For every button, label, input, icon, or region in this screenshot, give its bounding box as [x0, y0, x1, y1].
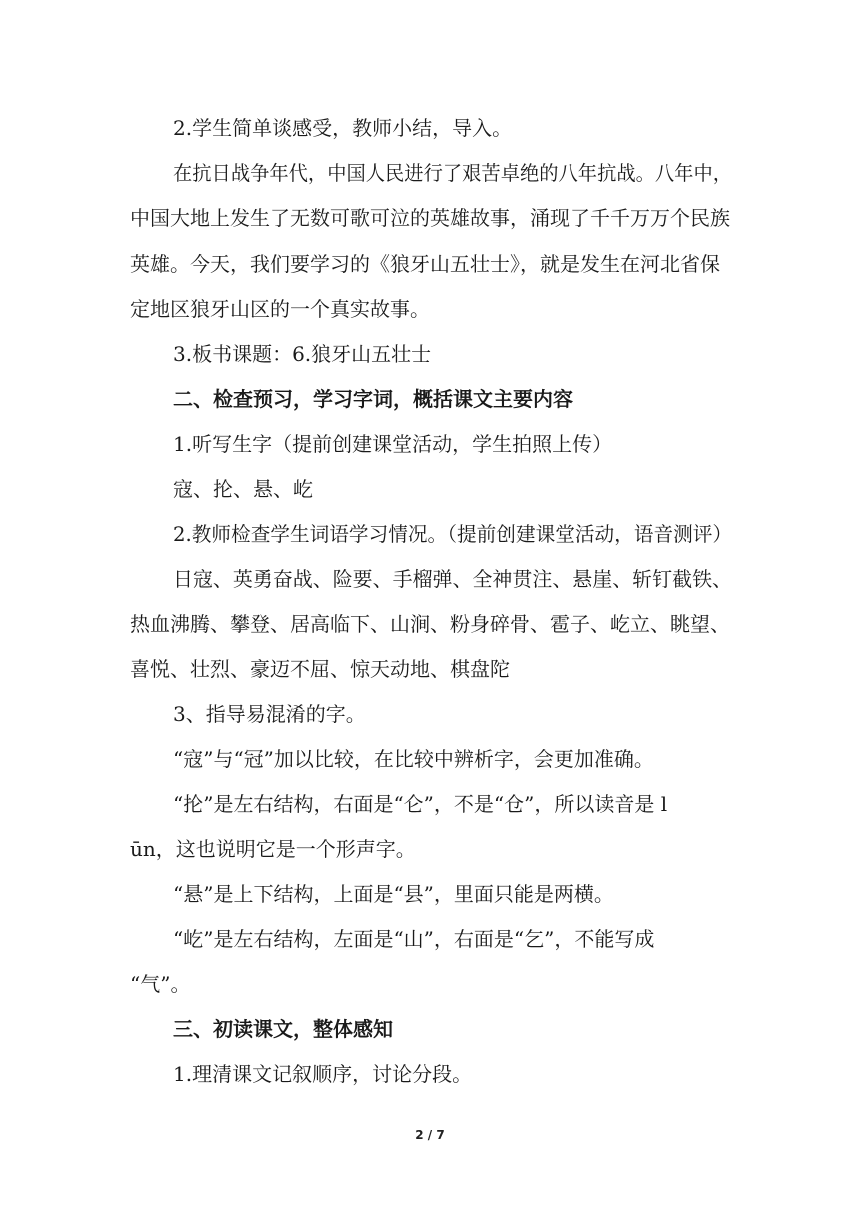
paragraph-line: 中国大地上发生了无数可歌可泣的英雄故事，涌现了千千万万个民族: [130, 206, 730, 230]
section-heading: 二、检查预习，学习字词，概括课文主要内容: [173, 387, 573, 411]
paragraph-line: 日寇、英勇奋战、险要、手榴弹、全神贯注、悬崖、斩钉截铁、: [173, 567, 732, 591]
paragraph-line: “寇”与“冠”加以比较，在比较中辨析字，会更加准确。: [173, 747, 654, 771]
paragraph-line: 寇、抡、悬、屹: [173, 477, 313, 501]
paragraph-line: 英雄。今天，我们要学习的《狼牙山五壮士》，就是发生在河北省保: [130, 252, 720, 276]
paragraph-line: “悬”是上下结构，上面是“县”，里面只能是两横。: [173, 882, 614, 906]
paragraph-line: 2.教师检查学生词语学习情况。（提前创建课堂活动，语音测评）: [173, 522, 733, 546]
paragraph-line: 在抗日战争年代，中国人民进行了艰苦卓绝的八年抗战。八年中，: [173, 161, 733, 185]
paragraph-line: 3、指导易混淆的字。: [173, 702, 366, 726]
paragraph-line: 定地区狼牙山区的一个真实故事。: [130, 297, 430, 321]
paragraph-line: 3.板书课题：6.狼牙山五壮士: [173, 342, 432, 366]
paragraph-line: 1.理清课文记叙顺序，讨论分段。: [173, 1062, 473, 1086]
paragraph-line: ūn，这也说明它是一个形声字。: [130, 837, 416, 861]
paragraph-line: “屹”是左右结构，左面是“山”，右面是“乞”，不能写成: [173, 927, 655, 951]
paragraph-line: 热血沸腾、攀登、居高临下、山涧、粉身碎骨、雹子、屹立、眺望、: [130, 612, 730, 636]
page-number: 2 / 7: [415, 1128, 445, 1142]
section-heading: 三、初读课文，整体感知: [173, 1017, 393, 1041]
paragraph-line: 喜悦、壮烈、豪迈不屈、惊天动地、棋盘陀: [130, 657, 510, 681]
paragraph-line: 2.学生简单谈感受，教师小结，导入。: [173, 116, 513, 140]
paragraph-line: “抡”是左右结构，右面是“仑”，不是“仓”，所以读音是 l: [173, 792, 668, 816]
paragraph-line: 1.听写生字（提前创建课堂活动，学生拍照上传）: [173, 432, 613, 456]
paragraph-line: “气”。: [130, 972, 191, 996]
